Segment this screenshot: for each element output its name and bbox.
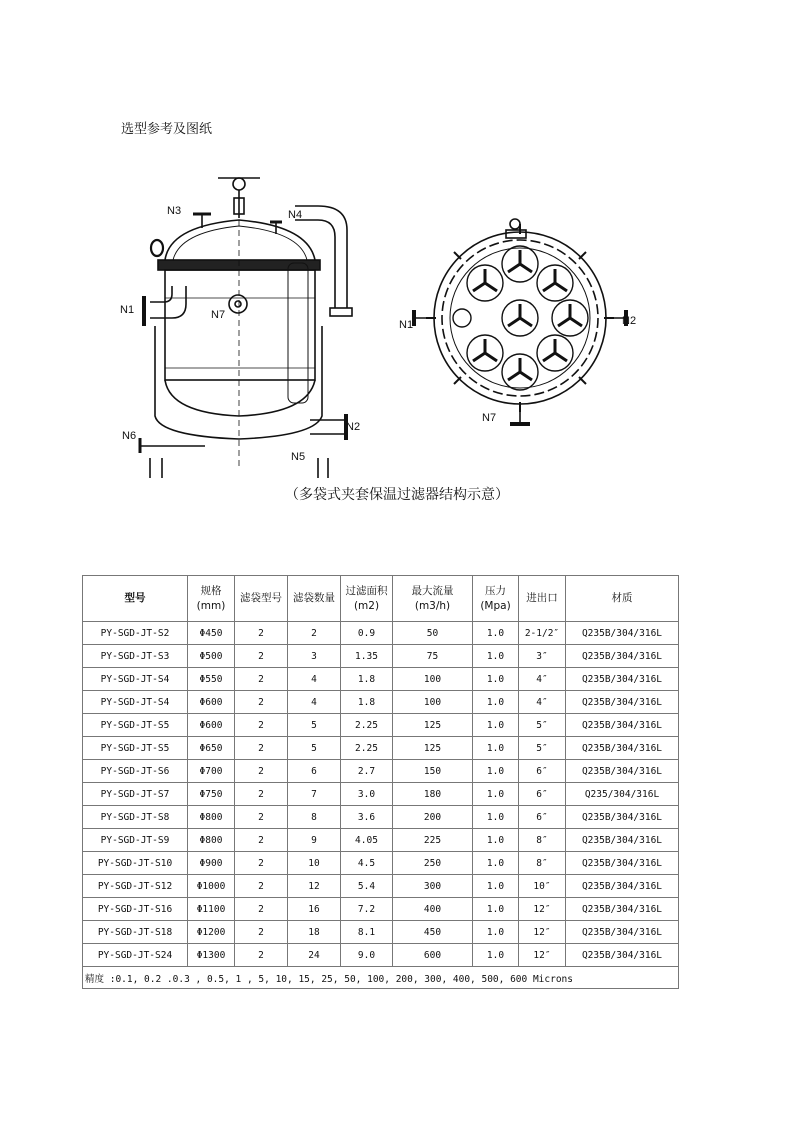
table-cell: 4 <box>288 691 341 714</box>
table-cell: 300 <box>393 875 473 898</box>
table-cell: Φ900 <box>188 852 235 875</box>
header-cell: 最大流量 (m3/h) <box>393 576 473 622</box>
table-cell: 4″ <box>519 691 566 714</box>
table-cell: Φ650 <box>188 737 235 760</box>
table-cell: 75 <box>393 645 473 668</box>
section-heading: 选型参考及图纸 <box>121 122 213 137</box>
table-cell: Q235B/304/316L <box>566 714 679 737</box>
table-cell: Φ800 <box>188 829 235 852</box>
filter-structure-drawing <box>110 168 670 478</box>
table-cell: 1.0 <box>473 714 519 737</box>
table-row <box>83 852 679 875</box>
table-cell: 6″ <box>519 783 566 806</box>
table-cell: Φ1000 <box>188 875 235 898</box>
table-cell: 2 <box>235 622 288 645</box>
table-cell: 8″ <box>519 829 566 852</box>
table-cell: 6″ <box>519 806 566 829</box>
table-cell: Φ800 <box>188 806 235 829</box>
table-cell: Q235B/304/316L <box>566 852 679 875</box>
table-cell: PY-SGD-JT-S12 <box>83 875 188 898</box>
table-cell: 5 <box>288 737 341 760</box>
label-n6: N6 <box>122 430 137 442</box>
table-cell: 2 <box>288 622 341 645</box>
table-cell: 7.2 <box>341 898 393 921</box>
table-cell: 600 <box>393 944 473 967</box>
table-cell: 0.9 <box>341 622 393 645</box>
table-cell: 1.0 <box>473 921 519 944</box>
table-cell: 225 <box>393 829 473 852</box>
table-cell: 125 <box>393 737 473 760</box>
table-cell: 50 <box>393 622 473 645</box>
top-label-n7: N7 <box>482 412 497 424</box>
table-cell: 3″ <box>519 645 566 668</box>
table-cell: Φ1100 <box>188 898 235 921</box>
table-cell: PY-SGD-JT-S10 <box>83 852 188 875</box>
table-cell: 3.6 <box>341 806 393 829</box>
precision-note: 精度 :0.1, 0.2 .0.3 , 0.5, 1 , 5, 10, 15, 25, 50, 100, 200, 300, 400, 500, 600 Microns <box>83 967 679 989</box>
table-cell: 2 <box>235 714 288 737</box>
table-cell: 12″ <box>519 898 566 921</box>
table-cell: Q235B/304/316L <box>566 875 679 898</box>
table-cell: Q235B/304/316L <box>566 898 679 921</box>
table-cell: 1.0 <box>473 668 519 691</box>
table-cell: Φ450 <box>188 622 235 645</box>
table-cell: 10 <box>288 852 341 875</box>
table-cell: 5.4 <box>341 875 393 898</box>
table-cell: 1.8 <box>341 668 393 691</box>
table-cell: PY-SGD-JT-S7 <box>83 783 188 806</box>
table-row <box>83 668 679 691</box>
table-cell: 4.05 <box>341 829 393 852</box>
table-cell: 5″ <box>519 737 566 760</box>
table-row <box>83 944 679 967</box>
table-cell: PY-SGD-JT-S4 <box>83 668 188 691</box>
table-cell: Q235B/304/316L <box>566 737 679 760</box>
table-cell: Φ1200 <box>188 921 235 944</box>
table-cell: 16 <box>288 898 341 921</box>
table-cell: 2 <box>235 783 288 806</box>
table-cell: 1.0 <box>473 852 519 875</box>
table-cell: PY-SGD-JT-S16 <box>83 898 188 921</box>
table-cell: 1.0 <box>473 760 519 783</box>
table-cell: 3.0 <box>341 783 393 806</box>
table-cell: Q235B/304/316L <box>566 691 679 714</box>
table-cell: 1.0 <box>473 898 519 921</box>
header-cell: 规格(mm) <box>188 576 235 622</box>
table-row <box>83 760 679 783</box>
table-cell: 2 <box>235 645 288 668</box>
table-cell: 24 <box>288 944 341 967</box>
table-cell: 6″ <box>519 760 566 783</box>
table-cell: 3 <box>288 645 341 668</box>
table-cell: 1.0 <box>473 622 519 645</box>
table-cell: PY-SGD-JT-S3 <box>83 645 188 668</box>
table-cell: 18 <box>288 921 341 944</box>
table-cell: 100 <box>393 691 473 714</box>
table-cell: 2 <box>235 898 288 921</box>
table-cell: Q235/304/316L <box>566 783 679 806</box>
table-row <box>83 921 679 944</box>
table-cell: 150 <box>393 760 473 783</box>
table-cell: 2 <box>235 760 288 783</box>
table-cell: 5 <box>288 714 341 737</box>
table-row <box>83 691 679 714</box>
table-cell: PY-SGD-JT-S2 <box>83 622 188 645</box>
table-cell: Q235B/304/316L <box>566 645 679 668</box>
table-row <box>83 875 679 898</box>
header-cell: 压力(Mpa) <box>473 576 519 622</box>
table-cell: PY-SGD-JT-S6 <box>83 760 188 783</box>
label-n2: N2 <box>346 421 361 433</box>
table-cell: 2-1/2″ <box>519 622 566 645</box>
table-cell: 2 <box>235 944 288 967</box>
table-cell: 1.0 <box>473 944 519 967</box>
table-cell: 2 <box>235 668 288 691</box>
table-cell: 9.0 <box>341 944 393 967</box>
table-cell: 1.0 <box>473 645 519 668</box>
table-cell: 200 <box>393 806 473 829</box>
table-row <box>83 622 679 645</box>
table-body <box>83 622 679 967</box>
table-cell: 12″ <box>519 921 566 944</box>
table-cell: 1.0 <box>473 737 519 760</box>
table-cell: 1.0 <box>473 829 519 852</box>
table-cell: PY-SGD-JT-S18 <box>83 921 188 944</box>
table-cell: 2 <box>235 852 288 875</box>
table-cell: 1.35 <box>341 645 393 668</box>
table-cell: 5″ <box>519 714 566 737</box>
table-cell: 2 <box>235 806 288 829</box>
table-cell: Φ550 <box>188 668 235 691</box>
label-n5: N5 <box>291 451 306 463</box>
table-cell: 4 <box>288 668 341 691</box>
table-cell: 9 <box>288 829 341 852</box>
top-view <box>414 219 626 424</box>
label-n4: N4 <box>288 209 303 221</box>
table-row <box>83 783 679 806</box>
table-cell: Q235B/304/316L <box>566 760 679 783</box>
table-row <box>83 829 679 852</box>
table-cell: 10″ <box>519 875 566 898</box>
table-row <box>83 645 679 668</box>
table-cell: 2 <box>235 691 288 714</box>
table-cell: 2 <box>235 829 288 852</box>
table-cell: Φ1300 <box>188 944 235 967</box>
table-cell: Φ750 <box>188 783 235 806</box>
table-cell: 2 <box>235 737 288 760</box>
table-cell: 1.0 <box>473 875 519 898</box>
table-cell: 2 <box>235 921 288 944</box>
table-cell: Q235B/304/316L <box>566 806 679 829</box>
header-cell: 过滤面积 (m2) <box>341 576 393 622</box>
table-row <box>83 714 679 737</box>
table-cell: 100 <box>393 668 473 691</box>
spec-table <box>82 575 679 989</box>
header-cell: 进出口 <box>519 576 566 622</box>
table-cell: 450 <box>393 921 473 944</box>
table-cell: 250 <box>393 852 473 875</box>
table-cell: PY-SGD-JT-S4 <box>83 691 188 714</box>
table-cell: 2.25 <box>341 737 393 760</box>
label-n3: N3 <box>167 205 182 217</box>
table-cell: 125 <box>393 714 473 737</box>
table-cell: 8″ <box>519 852 566 875</box>
table-cell: 400 <box>393 898 473 921</box>
table-cell: Φ700 <box>188 760 235 783</box>
table-cell: Φ600 <box>188 714 235 737</box>
table-cell: Q235B/304/316L <box>566 668 679 691</box>
table-cell: Φ600 <box>188 691 235 714</box>
table-cell: 180 <box>393 783 473 806</box>
table-cell: 1.0 <box>473 691 519 714</box>
table-cell: PY-SGD-JT-S8 <box>83 806 188 829</box>
label-n7: N7 <box>211 309 226 321</box>
table-header-row <box>83 576 679 622</box>
table-cell: PY-SGD-JT-S5 <box>83 737 188 760</box>
table-cell: 2.7 <box>341 760 393 783</box>
table-cell: 6 <box>288 760 341 783</box>
header-cell: 滤袋数量 <box>288 576 341 622</box>
table-cell: 7 <box>288 783 341 806</box>
table-cell: Q235B/304/316L <box>566 944 679 967</box>
top-label-n1: N1 <box>399 319 414 331</box>
table-cell: PY-SGD-JT-S5 <box>83 714 188 737</box>
table-row <box>83 898 679 921</box>
table-cell: Φ500 <box>188 645 235 668</box>
table-cell: 2 <box>235 875 288 898</box>
table-cell: 12 <box>288 875 341 898</box>
table-row <box>83 737 679 760</box>
table-cell: Q235B/304/316L <box>566 921 679 944</box>
table-cell: 12″ <box>519 944 566 967</box>
table-row <box>83 806 679 829</box>
table-cell: 1.0 <box>473 806 519 829</box>
table-cell: 4.5 <box>341 852 393 875</box>
table-cell: 8.1 <box>341 921 393 944</box>
table-cell: PY-SGD-JT-S9 <box>83 829 188 852</box>
table-cell: Q235B/304/316L <box>566 622 679 645</box>
note-row <box>83 967 679 989</box>
header-cell: 材质 <box>566 576 679 622</box>
table-cell: 8 <box>288 806 341 829</box>
header-cell: 滤袋型号 <box>235 576 288 622</box>
figure-caption: （多袋式夹套保温过滤器结构示意） <box>285 487 509 503</box>
table-cell: 1.8 <box>341 691 393 714</box>
label-n1: N1 <box>120 304 135 316</box>
table-cell: Q235B/304/316L <box>566 829 679 852</box>
table-cell: PY-SGD-JT-S24 <box>83 944 188 967</box>
header-cell: 型号 <box>83 576 188 622</box>
table-cell: 4″ <box>519 668 566 691</box>
side-view <box>140 178 352 478</box>
table-cell: 1.0 <box>473 783 519 806</box>
table-cell: 2.25 <box>341 714 393 737</box>
top-label-n2: N2 <box>622 315 637 327</box>
